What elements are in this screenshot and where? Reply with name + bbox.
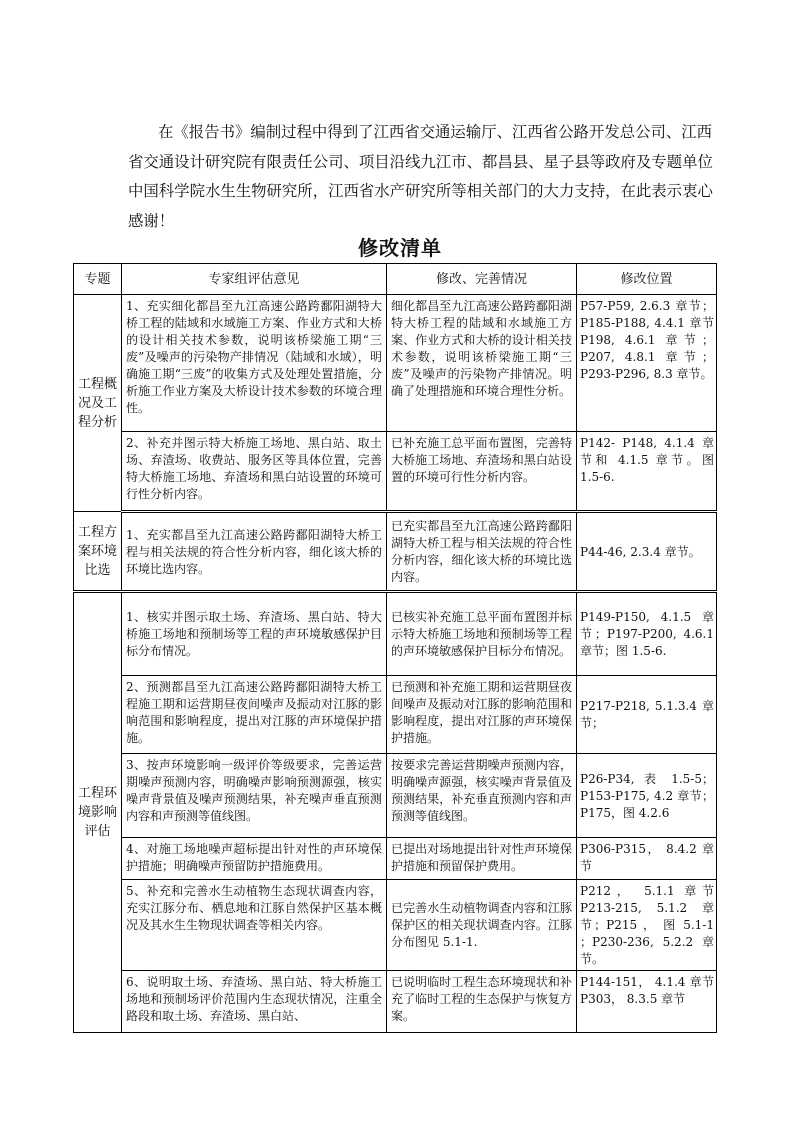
revision-cell: 已完善水生动植物调查内容和江豚保护区的相关现状调查内容。江豚分布图见 5.1-1. [387,880,577,971]
opinion-cell: 2、补充并图示特大桥施工场地、黑白站、取土场、弃渣场、收费站、服务区等具体位置，完善特大桥施工场地、弃渣场和黑白站设置的环境可行性分析内容。 [122,432,387,512]
table-row [74,880,717,971]
revision-cell: 已说明临时工程生态环境现状和补充了临时工程的生态保护与恢复方案。 [387,971,577,1033]
location-cell: P144-151， 4.1.4 章节 P303， 8.3.5 章节 [577,971,717,1033]
location-cell: P212， 5.1.1 章节 P213-215, 5.1.2 章节；P215 ， 图 5.1-1 ；P230-236, 5.2.2 章节。 [577,880,717,971]
header-opinion: 专家组评估意见 [122,264,387,295]
table-row [74,676,717,754]
table-row [74,295,717,432]
revision-cell: 细化都昌至九江高速公路跨鄱阳湖特大桥工程的陆域和水域施工方案、作业方式和大桥的设计相关技术参数，说明该桥梁施工期“三废”及噪声的污染物产排情况。明确了处理措施和环境合理性分析。 [387,295,577,432]
opinion-cell: 2、预测都昌至九江高速公路跨鄱阳湖特大桥工程施工期和运营期昼夜间噪声及振动对江豚的影响范围和影响程度，提出对江豚的声环境保护措施。 [122,676,387,754]
header-location: 修改位置 [577,264,717,295]
page-title: 修改清单 [358,236,442,260]
location-cell: P57-P59, 2.6.3 章节；P185-P188, 4.4.1 章节 P198, 4.6.1 章节；P207, 4.8.1 章节；P293-P296, 8.3 章节。 [577,295,717,432]
revision-cell: 按要求完善运营期噪声预测内容，明确噪声源强，核实噪声背景值及预测结果，补充垂直预测内容和声预测等值线图。 [387,754,577,838]
topic-cell: 工程环境影响评估 [74,592,122,1033]
topic-cell: 工程概况及工程分析 [74,295,122,512]
location-cell: P44-46, 2.3.4 章节。 [577,512,717,592]
opinion-cell: 1、核实并图示取土场、弃渣场、黑白站、特大桥施工场地和预制场等工程的声环境敏感保护目标分布情况。 [122,592,387,676]
location-cell: P142- P148, 4.1.4 章节和 4.1.5 章节。图 1.5-6. [577,432,717,512]
table-row [74,592,717,676]
revision-table [73,263,717,1033]
opinion-cell: 1、充实都昌至九江高速公路跨鄱阳湖特大桥工程与相关法规的符合性分析内容，细化该大桥的环境比选内容。 [122,512,387,592]
table-row [74,754,717,838]
revision-cell: 已预测和补充施工期和运营期昼夜间噪声及振动对江豚的影响范围和影响程度，提出对江豚的声环境保护措施。 [387,676,577,754]
table-header-row [74,264,717,295]
opinion-cell: 6、说明取土场、弃渣场、黑白站、特大桥施工场地和预制场评价范围内生态现状情况，注重全路段和取土场、弃渣场、黑白站、 [122,971,387,1033]
location-cell: P26-P34, 表 1.5-5；P153-P175, 4.2 章节；P175，图 4.2.6 [577,754,717,838]
topic-cell: 工程方案环境比选 [74,512,122,592]
opinion-cell: 5、补充和完善水生动植物生态现状调查内容，充实江豚分布、栖息地和江豚自然保护区基本概况及其水生生物现状调查等相关内容。 [122,880,387,971]
header-topic: 专题 [74,264,122,295]
header-revision: 修改、完善情况 [387,264,577,295]
opinion-cell: 1、充实细化都昌至九江高速公路跨鄱阳湖特大桥工程的陆域和水域施工方案、作业方式和大桥的设计相关技术参数，说明该桥梁施工期“三废”及噪声的污染物产排情况（陆域和水域），明确施工期“三废”的收集方式及处理处置措施，分析施工作业方案及大桥设计技术参数的环境合理性。 [122,295,387,432]
revision-cell: 已核实补充施工总平面布置图并标示特大桥施工场地和预制场等工程的声环境敏感保护目标分布情况。 [387,592,577,676]
table-row [74,838,717,880]
opinion-cell: 3、按声环境影响一级评价等级要求，完善运营期噪声预测内容，明确噪声影响预测源强，核实噪声背景值及噪声预测结果，补充噪声垂直预测内容和声预测等值线图。 [122,754,387,838]
table-row [74,971,717,1033]
location-cell: P217-P218, 5.1.3.4 章节； [577,676,717,754]
table-row [74,512,717,592]
table-row [74,432,717,512]
revision-cell: 已提出对场地提出针对性声环境保护措施和预留保护费用。 [387,838,577,880]
opinion-cell: 4、对施工场地噪声超标提出针对性的声环境保护措施；明确噪声预留防护措施费用。 [122,838,387,880]
location-cell: P306-P315， 8.4.2 章节 [577,838,717,880]
revision-cell: 已补充施工总平面布置图，完善特大桥施工场地、弃渣场和黑白站设置的环境可行性分析内容。 [387,432,577,512]
location-cell: P149-P150, 4.1.5 章节；P197-P200, 4.6.1 章节；图 1.5-6. [577,592,717,676]
revision-cell: 已充实都昌至九江高速公路跨鄱阳湖特大桥工程与相关法规的符合性分析内容，细化该大桥的环境比选内容。 [387,512,577,592]
intro-paragraph: 在《报告书》编制过程中得到了江西省交通运输厅、江西省公路开发总公司、江西省交通设计研究院有限责任公司、项目沿线九江市、都昌县、星子县等政府及专题单位中国科学院水生生物研究所，江西省水产研究所等相关部门的大力支持，在此表示衷心感谢！ [128,123,713,230]
